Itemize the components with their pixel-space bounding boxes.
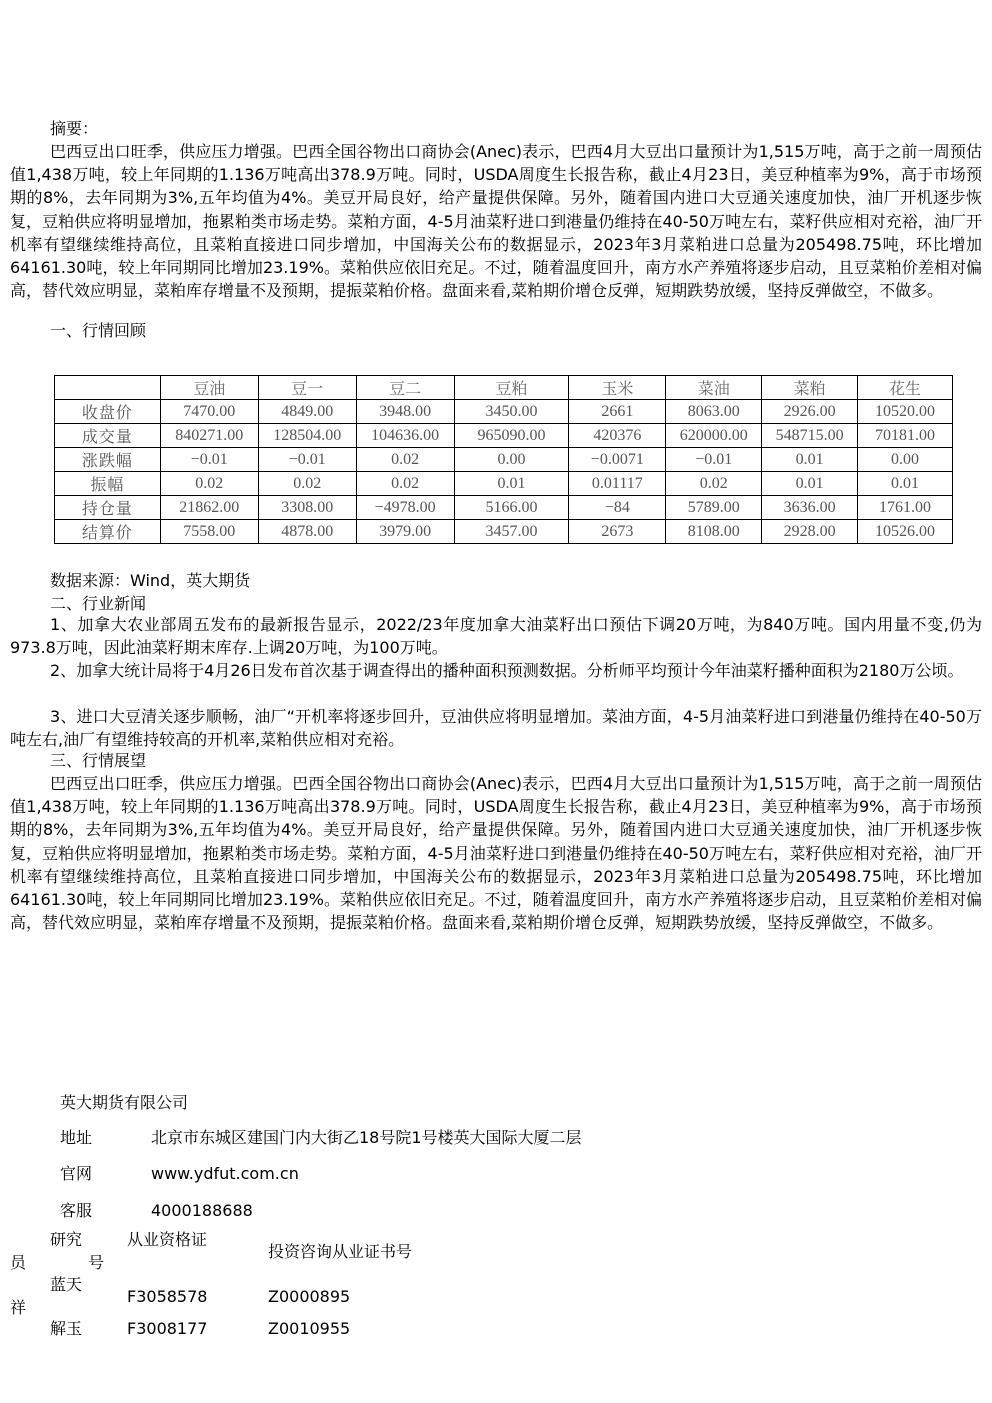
website-link[interactable]: www.ydfut.com.cn — [151, 1164, 299, 1183]
section-heading-outlook: 三、行情展望 — [50, 751, 147, 770]
table-cell: 0.01 — [762, 472, 858, 496]
table-cell: 2926.00 — [762, 400, 858, 424]
table-cell: 0.01 — [762, 448, 858, 472]
table-cell: 0.01 — [454, 472, 569, 496]
table-cell: 2928.00 — [762, 520, 858, 544]
table-cell: −0.01 — [160, 448, 258, 472]
staff-cert-1: F3058578 — [127, 1287, 208, 1306]
table-cell: 10520.00 — [858, 400, 953, 424]
website-label: 官网 — [60, 1164, 93, 1183]
table-column-header: 花生 — [858, 376, 953, 400]
table-column-header: 豆油 — [160, 376, 258, 400]
table-row — [55, 424, 953, 448]
table-cell: 3450.00 — [454, 400, 569, 424]
table-cell: −0.01 — [258, 448, 356, 472]
table-cell: 10526.00 — [858, 520, 953, 544]
staff-consult-1: Z0000895 — [268, 1287, 351, 1306]
staff-cert-2: F3008177 — [127, 1319, 208, 1338]
news-item-3: 3、进口大豆清关逐步顺畅，油厂“开机率将逐步回升，豆油供应将明显增加。菜油方面，4-5月油菜籽进口到港量仍维持在40-50万吨左右,油厂有望维持较高的开机率,菜粕供应相对充裕。 — [10, 707, 982, 750]
table-column-header: 玉米 — [569, 376, 666, 400]
table-cell: 7558.00 — [160, 520, 258, 544]
table-row-label: 振幅 — [55, 472, 161, 496]
table-cell: 548715.00 — [762, 424, 858, 448]
table-cell: 0.00 — [858, 448, 953, 472]
table-cell: 3948.00 — [356, 400, 454, 424]
table-cell: −0.01 — [666, 448, 762, 472]
table-cell: 70181.00 — [858, 424, 953, 448]
table-cell: 2673 — [569, 520, 666, 544]
data-source-note: 数据来源：Wind，英大期货 — [50, 571, 251, 590]
table-cell: −84 — [569, 496, 666, 520]
table-row — [55, 472, 953, 496]
table-cell: 0.02 — [160, 472, 258, 496]
table-column-header: 菜粕 — [762, 376, 858, 400]
table-row-label: 持仓量 — [55, 496, 161, 520]
table-header-row — [55, 376, 953, 400]
table-cell: 0.02 — [356, 448, 454, 472]
table-cell: 3636.00 — [762, 496, 858, 520]
table-row — [55, 496, 953, 520]
table-cell: −4978.00 — [356, 496, 454, 520]
outlook-paragraph: 巴西豆出口旺季，供应压力增强。巴西全国谷物出口商协会(Anec)表示，巴西4月大豆出口量预计为1,515万吨，高于之前一周预估值1,438万吨，较上年同期的1.136万吨高出378.9万吨。同时，USDA周度生长报告称，截止4月23日，美豆种植率为9%，高于市场预期的8%，去年同期为3%,五年均值为4%。美豆开局良好，给产量提供保障。另外，随着国内进口大豆通关速度加快，油厂开机逐步恢复，豆粕供应将明显增加，拖累粕类市场走势。菜粕方面，4-5月油菜籽进口到港量仍维持在40-50万吨左右，菜籽供应相对充裕，油厂开机率有望继续维持高位，且菜粕直接进口同步增加，中国海关公布的数据显示，2023年3月菜粕进口总量为205498.75吨，环比增加64161.30吨，较上年同期同比增加23.19%。菜粕供应依旧充足。不过，随着温度回升，南方水产养殖将逐步启动，且豆菜粕价差相对偏高，替代效应明显，菜粕库存增量不及预期，提振菜粕价格。盘面来看,菜粕期价增仓反弹，短期跌势放缓，坚持反弹做空，不做多。 — [10, 774, 982, 933]
staff-name-1a: 蓝天 — [50, 1275, 83, 1294]
table-cell: 620000.00 — [666, 424, 762, 448]
table-row — [55, 448, 953, 472]
table-cell: −0.0071 — [569, 448, 666, 472]
summary-label: 摘要： — [50, 119, 99, 138]
section-heading-news: 二、行业新闻 — [50, 594, 147, 613]
news-item-2: 2、加拿大统计局将于4月26日发布首次基于调查得出的播种面积预测数据。分析师平均预计今年油菜籽播种面积为2180万公顷。 — [50, 661, 964, 680]
table-cell: 0.02 — [666, 472, 762, 496]
table-cell: 0.01 — [858, 472, 953, 496]
staff-consult-2: Z0010955 — [268, 1319, 351, 1338]
table-cell: 4849.00 — [258, 400, 356, 424]
staff-name-2a: 解玉 — [50, 1319, 83, 1338]
table-column-header: 豆二 — [356, 376, 454, 400]
staff-header-consult: 投资咨询从业证书号 — [268, 1242, 413, 1261]
table-cell: 5166.00 — [454, 496, 569, 520]
table-cell: 4878.00 — [258, 520, 356, 544]
table-cell: 965090.00 — [454, 424, 569, 448]
market-data-table — [54, 375, 953, 544]
table-corner-cell — [55, 376, 161, 400]
table-column-header: 菜油 — [666, 376, 762, 400]
table-cell: 128504.00 — [258, 424, 356, 448]
staff-header-researcher-b: 员 — [10, 1253, 27, 1272]
address-label: 地址 — [60, 1128, 93, 1147]
table-cell: 0.02 — [258, 472, 356, 496]
table-cell: 8063.00 — [666, 400, 762, 424]
table-cell: 0.02 — [356, 472, 454, 496]
table-cell: 8108.00 — [666, 520, 762, 544]
section-heading-review: 一、行情回顾 — [50, 321, 147, 340]
summary-paragraph: 巴西豆出口旺季，供应压力增强。巴西全国谷物出口商协会(Anec)表示，巴西4月大豆出口量预计为1,515万吨，高于之前一周预估值1,438万吨，较上年同期的1.136万吨高出378.9万吨。同时，USDA周度生长报告称，截止4月23日，美豆种植率为9%，高于市场预期的8%，去年同期为3%,五年均值为4%。美豆开局良好，给产量提供保障。另外，随着国内进口大豆通关速度加快，油厂开机逐步恢复，豆粕供应将明显增加，拖累粕类市场走势。菜粕方面，4-5月油菜籽进口到港量仍维持在40-50万吨左右，菜籽供应相对充裕，油厂开机率有望继续维持高位，且菜粕直接进口同步增加，中国海关公布的数据显示，2023年3月菜粕进口总量为205498.75吨，环比增加64161.30吨，较上年同期同比增加23.19%。菜粕供应依旧充足。不过，随着温度回升，南方水产养殖将逐步启动，且豆菜粕价差相对偏高，替代效应明显，菜粕库存增量不及预期，提振菜粕价格。盘面来看,菜粕期价增仓反弹，短期跌势放缓，坚持反弹做空，不做多。 — [10, 142, 982, 301]
service-label: 客服 — [60, 1201, 93, 1220]
table-cell: 21862.00 — [160, 496, 258, 520]
address-value: 北京市东城区建国门内大街乙18号院1号楼英大国际大厦二层 — [151, 1128, 582, 1147]
table-cell: 840271.00 — [160, 424, 258, 448]
staff-header-researcher-a: 研究 — [50, 1230, 83, 1249]
table-cell: 0.01117 — [569, 472, 666, 496]
table-cell: 3308.00 — [258, 496, 356, 520]
table-column-header: 豆粕 — [454, 376, 569, 400]
staff-header-cert-a: 从业资格证 — [127, 1230, 208, 1249]
table-cell: 3979.00 — [356, 520, 454, 544]
table-cell: 104636.00 — [356, 424, 454, 448]
table-cell: 0.00 — [454, 448, 569, 472]
table-cell: 7470.00 — [160, 400, 258, 424]
table-row-label: 成交量 — [55, 424, 161, 448]
staff-header-cert-b: 号 — [88, 1253, 105, 1272]
service-phone: 4000188688 — [151, 1201, 253, 1220]
table-cell: 5789.00 — [666, 496, 762, 520]
table-cell: 420376 — [569, 424, 666, 448]
table-cell: 3457.00 — [454, 520, 569, 544]
news-item-1: 1、加拿大农业部周五发布的最新报告显示，2022/23年度加拿大油菜籽出口预估下调20万吨，为840万吨。国内用量不变,仍为973.8万吨，因此油菜籽期末库存.上调20万吨，为100万吨。 — [10, 615, 982, 658]
table-row — [55, 520, 953, 544]
company-name: 英大期货有限公司 — [60, 1093, 189, 1112]
table-row-label: 结算价 — [55, 520, 161, 544]
table-cell: 2661 — [569, 400, 666, 424]
table-column-header: 豆一 — [258, 376, 356, 400]
table-row — [55, 400, 953, 424]
table-row-label: 涨跌幅 — [55, 448, 161, 472]
table-cell: 1761.00 — [858, 496, 953, 520]
staff-name-1b: 祥 — [10, 1298, 27, 1317]
table-row-label: 收盘价 — [55, 400, 161, 424]
